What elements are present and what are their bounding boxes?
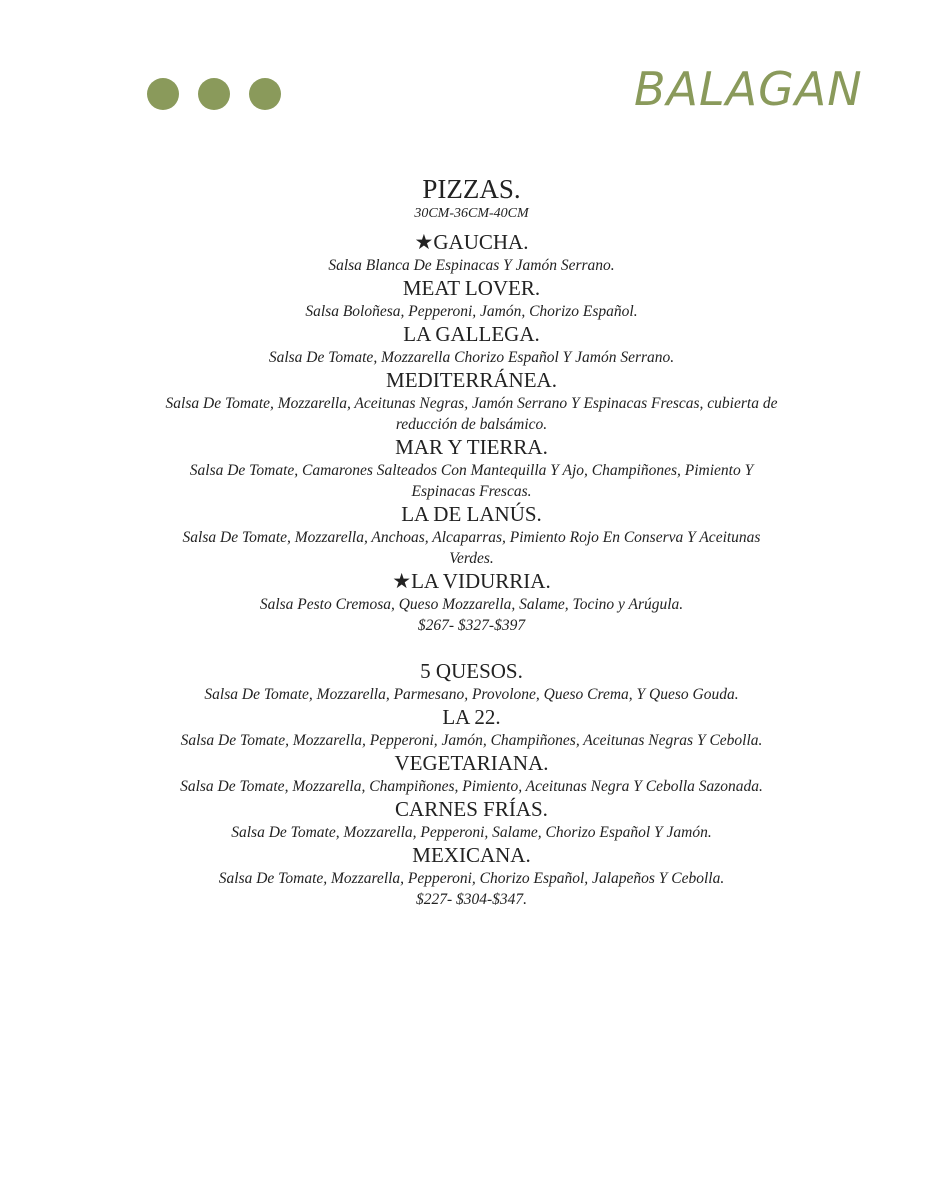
- item-description: Salsa De Tomate, Camarones Salteados Con Mantequilla Y Ajo, Champiñones, Pimiento Y Espinacas Frescas.: [189, 462, 754, 500]
- item-name: MEXICANA.: [412, 843, 531, 867]
- dot-icon: [147, 78, 179, 110]
- item-name: LA DE LANÚS.: [401, 502, 542, 526]
- menu-content: [150, 172, 793, 910]
- item-name: VEGETARIANA.: [394, 751, 549, 775]
- item-name: ★LA VIDURRIA.: [392, 569, 551, 593]
- item-description: Salsa De Tomate, Mozzarella, Pepperoni, Jamón, Champiñones, Aceitunas Negras Y Cebolla.: [180, 732, 763, 749]
- item-description: Salsa De Tomate, Mozzarella Chorizo Español Y Jamón Serrano.: [268, 349, 675, 366]
- item-description: Salsa De Tomate, Mozzarella, Anchoas, Alcaparras, Pimiento Rojo En Conserva Y Aceitunas Verdes.: [182, 529, 761, 567]
- price-range: $227- $304-$347.: [415, 891, 528, 908]
- item-description: Salsa De Tomate, Mozzarella, Pepperoni, Salame, Chorizo Español Y Jamón.: [231, 824, 712, 841]
- item-name: MEAT LOVER.: [402, 276, 541, 300]
- item-description: Salsa Blanca De Espinacas Y Jamón Serrano.: [328, 257, 615, 274]
- price-range: $267- $327-$397: [417, 617, 526, 634]
- star-icon: ★: [414, 230, 434, 254]
- section-title: PIZZAS.: [422, 174, 521, 204]
- decorative-dots: [147, 78, 281, 110]
- menu-group-1: [150, 230, 793, 636]
- dot-icon: [249, 78, 281, 110]
- brand-logo: BALAGAN: [634, 62, 863, 116]
- item-description: Salsa Pesto Cremosa, Queso Mozzarella, Salame, Tocino y Arúgula.: [259, 596, 684, 613]
- item-description: Salsa De Tomate, Mozzarella, Pepperoni, Chorizo Español, Jalapeños Y Cebolla.: [218, 870, 725, 887]
- item-name: LA GALLEGA.: [403, 322, 540, 346]
- star-icon: ★: [392, 569, 412, 593]
- item-name: LA 22.: [442, 705, 501, 729]
- section-sizes: 30CM-36CM-40CM: [414, 206, 529, 221]
- dot-icon: [198, 78, 230, 110]
- item-description: Salsa De Tomate, Mozzarella, Aceitunas Negras, Jamón Serrano Y Espinacas Frescas, cubierta de reducción de balsámico.: [165, 395, 778, 433]
- item-description: Salsa De Tomate, Mozzarella, Champiñones, Pimiento, Aceitunas Negra Y Cebolla Sazonada.: [180, 778, 763, 795]
- item-name: CARNES FRÍAS.: [395, 797, 548, 821]
- item-name: ★GAUCHA.: [414, 230, 529, 254]
- item-name: MAR Y TIERRA.: [395, 435, 548, 459]
- item-description: Salsa De Tomate, Mozzarella, Parmesano, Provolone, Queso Crema, Y Queso Gouda.: [204, 686, 739, 703]
- item-name: 5 QUESOS.: [420, 659, 523, 683]
- item-description: Salsa Boloñesa, Pepperoni, Jamón, Chorizo Español.: [305, 303, 638, 320]
- item-name: MEDITERRÁNEA.: [386, 368, 557, 392]
- menu-group-2: [150, 659, 793, 910]
